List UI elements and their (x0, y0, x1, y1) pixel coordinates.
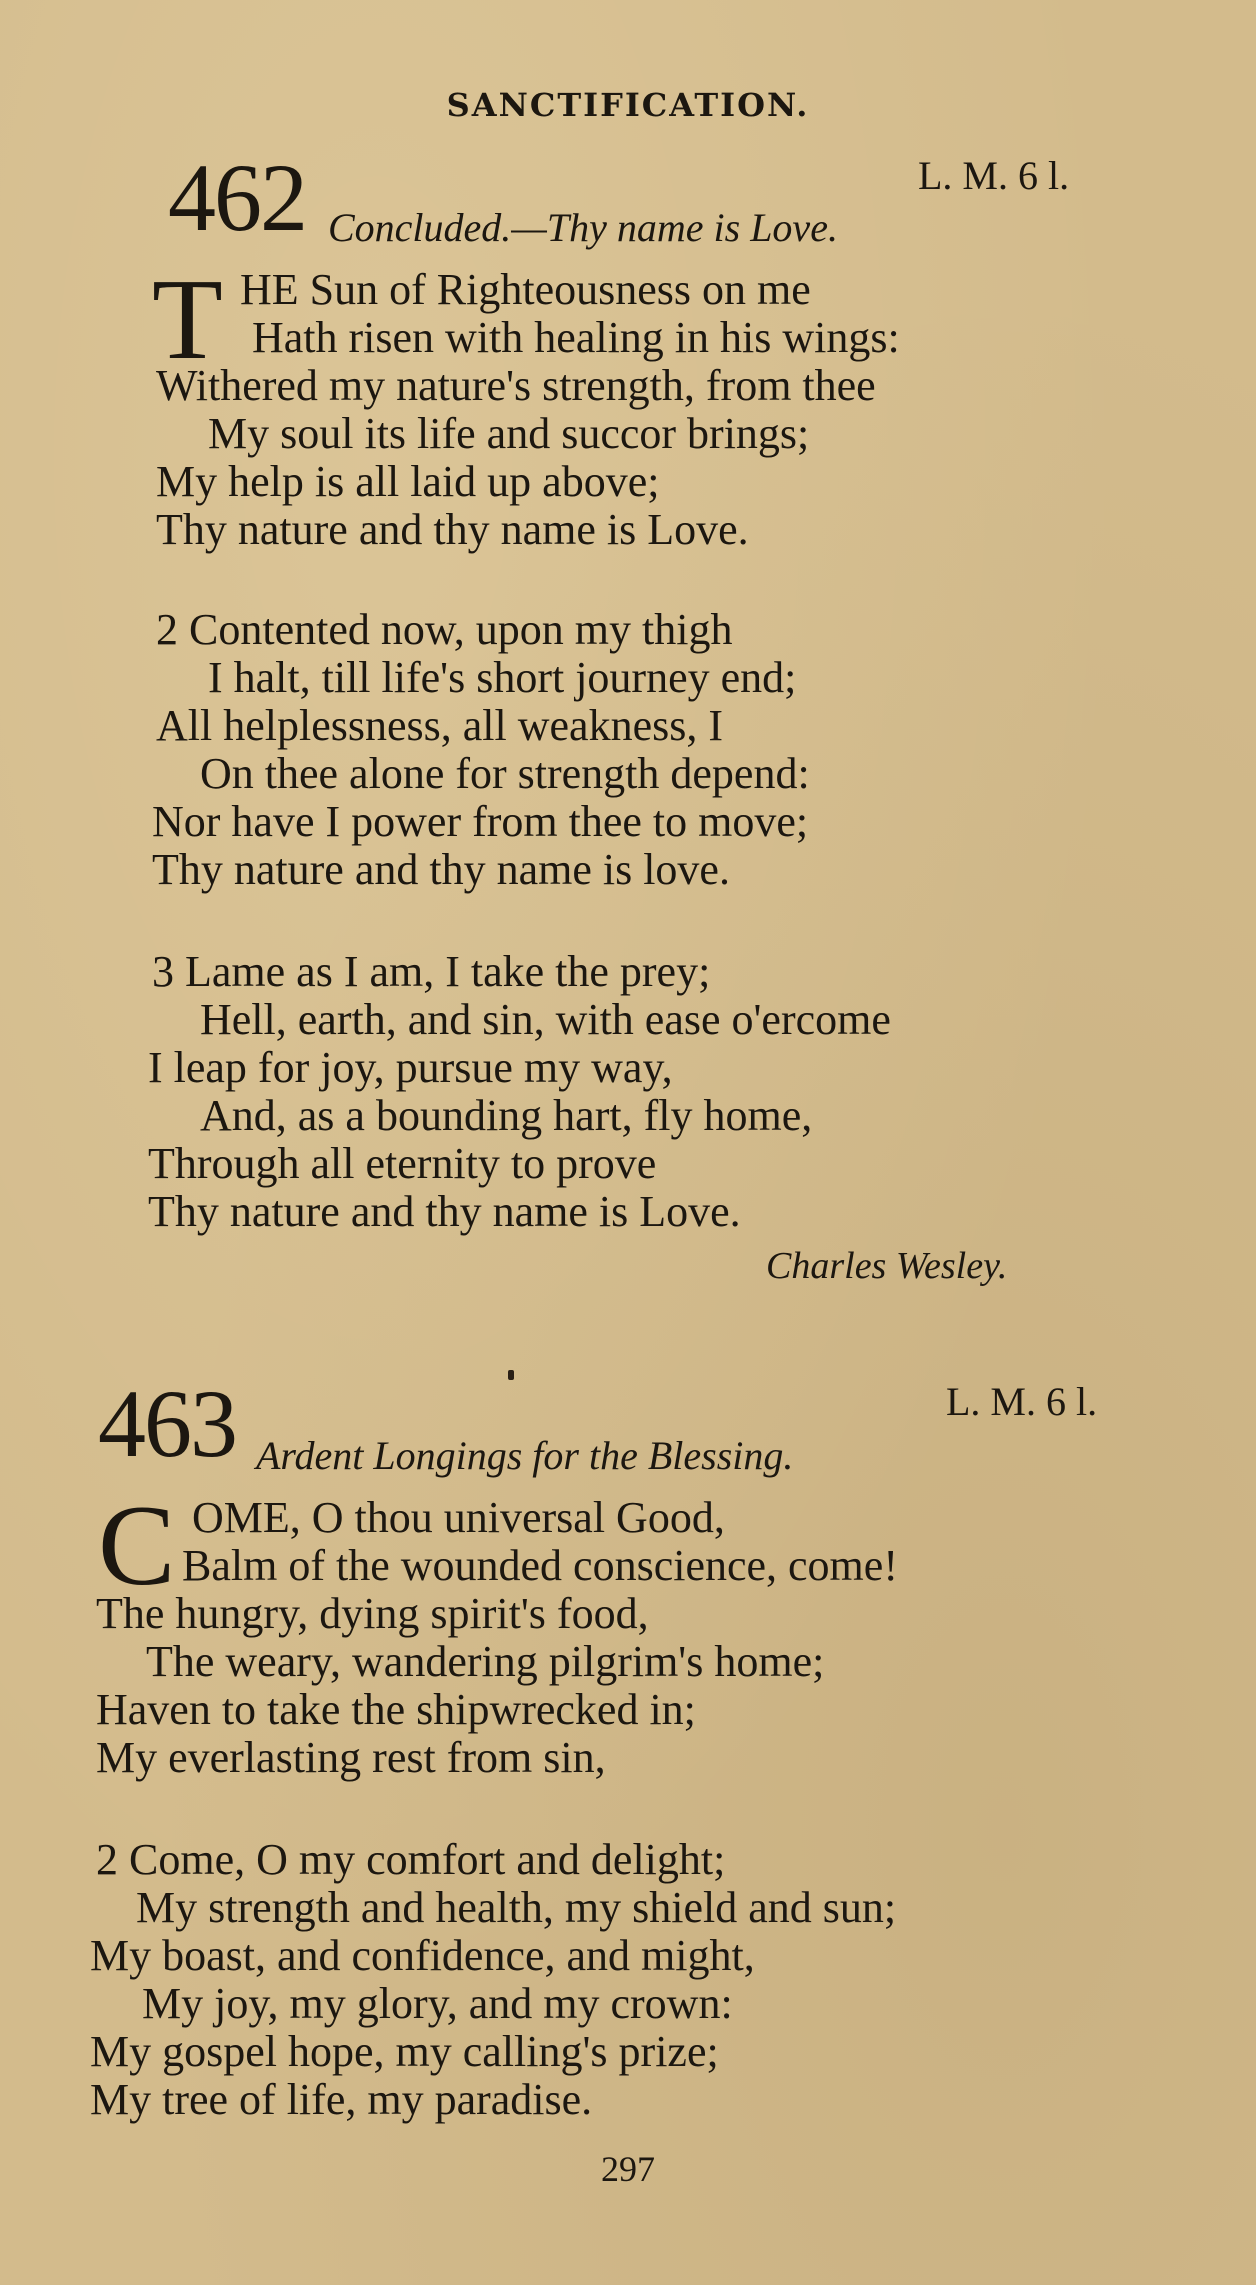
verse-line: 3 Lame as I am, I take the prey; (152, 947, 711, 996)
verse-line: HE Sun of Righteousness on me (240, 265, 811, 314)
running-head: SANCTIFICATION. (446, 86, 810, 124)
verse-line: Hell, earth, and sin, with ease o'ercome (200, 995, 891, 1044)
verse-line: My everlasting rest from sin, (96, 1733, 606, 1782)
hymn-subtitle: Concluded.—Thy name is Love. (328, 205, 838, 250)
drop-cap: T (152, 256, 223, 384)
verse-line: All helplessness, all weakness, I (156, 701, 723, 750)
hymn-number: 463 (98, 1370, 236, 1477)
verse-line: My soul its life and succor brings; (208, 409, 810, 458)
verse-line: 2 Come, O my comfort and delight; (96, 1835, 726, 1884)
verse-line: The hungry, dying spirit's food, (96, 1589, 649, 1638)
verse-line: 2 Contented now, upon my thigh (156, 605, 733, 654)
ink-speck (508, 1370, 514, 1380)
hymn-meter: L. M. 6 l. (946, 1379, 1098, 1424)
verse-line: Withered my nature's strength, from thee (156, 361, 876, 410)
drop-cap: C (98, 1482, 176, 1610)
verse-line: Thy nature and thy name is Love. (156, 505, 749, 554)
page-number: 297 (601, 2149, 655, 2189)
verse-line: OME, O thou universal Good, (192, 1493, 725, 1542)
verse-line: Thy nature and thy name is Love. (148, 1187, 741, 1236)
hymn-subtitle: Ardent Longings for the Blessing. (256, 1433, 794, 1478)
hymn-number: 462 (168, 144, 306, 251)
verse-line: My joy, my glory, and my crown: (142, 1979, 733, 2028)
verse-line: Through all eternity to prove (148, 1139, 657, 1188)
verse-line: The weary, wandering pilgrim's home; (146, 1637, 825, 1686)
verse-line: My boast, and confidence, and might, (90, 1931, 755, 1980)
verse-line: Nor have I power from thee to move; (152, 797, 809, 846)
verse-line: Haven to take the shipwrecked in; (96, 1685, 696, 1734)
hymn-meter: L. M. 6 l. (918, 153, 1070, 198)
verse-line: My gospel hope, my calling's prize; (90, 2027, 719, 2076)
verse-line: My strength and health, my shield and sun; (136, 1883, 897, 1932)
verse-line: On thee alone for strength depend: (200, 749, 810, 798)
verse-line: My help is all laid up above; (156, 457, 660, 506)
verse-line: Hath risen with healing in his wings: (252, 313, 900, 362)
verse-line: Balm of the wounded conscience, come! (182, 1541, 898, 1590)
verse-line: I leap for joy, pursue my way, (148, 1043, 673, 1092)
verse-line: I halt, till life's short journey end; (208, 653, 797, 702)
verse-line: Thy nature and thy name is love. (152, 845, 730, 894)
verse-line: And, as a bounding hart, fly home, (200, 1091, 813, 1140)
verse-line: My tree of life, my paradise. (90, 2075, 593, 2124)
hymn-author: Charles Wesley. (766, 1245, 1008, 1287)
